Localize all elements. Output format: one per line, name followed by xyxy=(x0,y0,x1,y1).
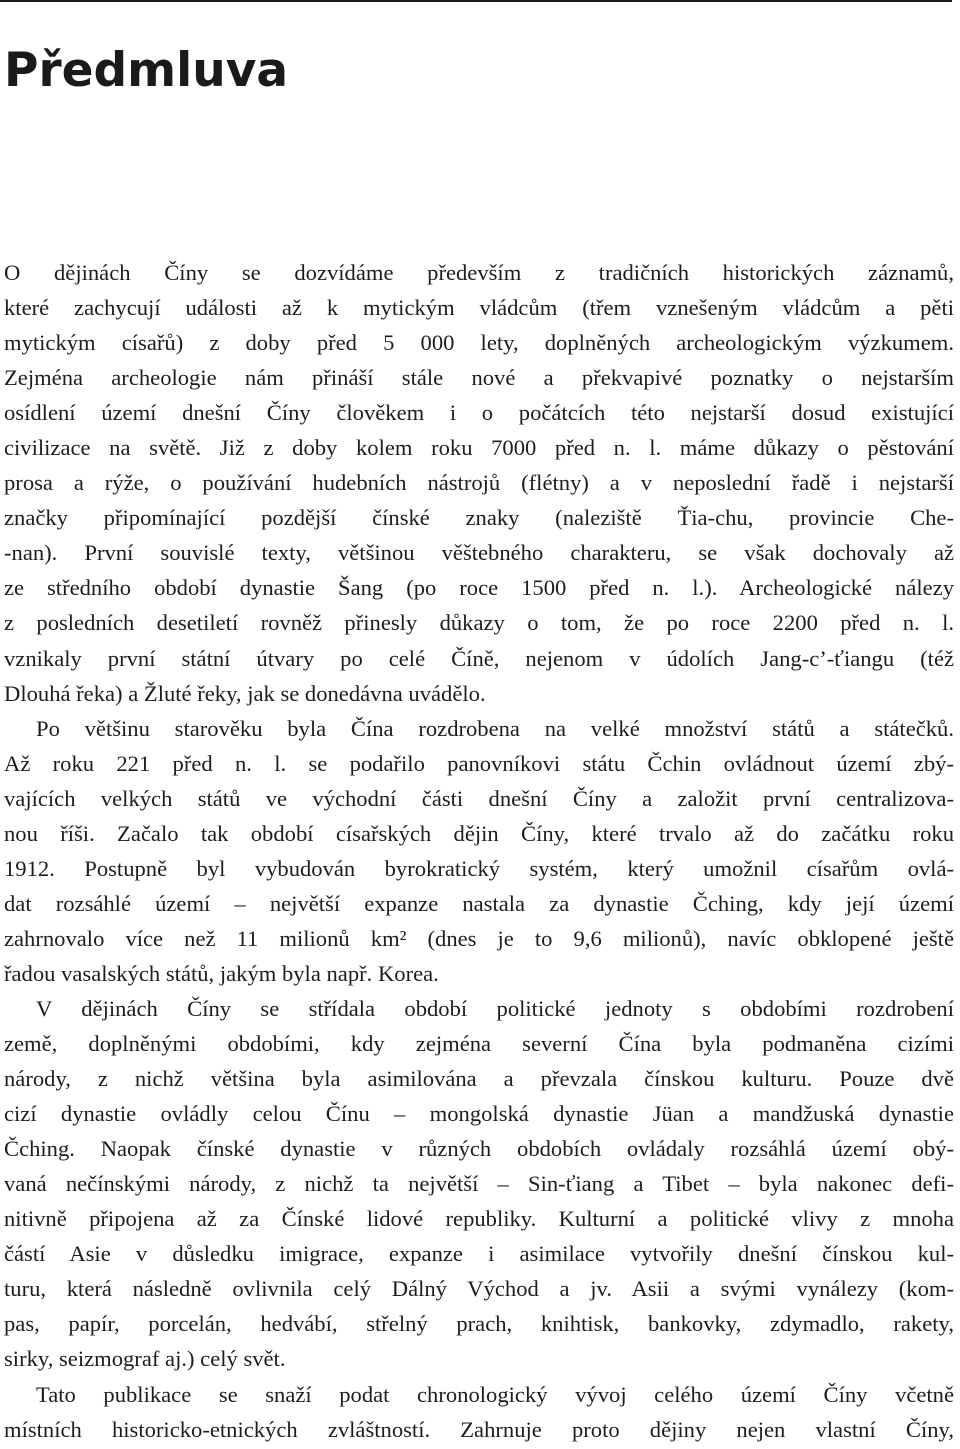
text-line: nou říši. Začalo tak období císařských dějin Číny, které trvalo až do začátku roku xyxy=(4,820,954,846)
text-line: cizí dynastie ovládly celou Čínu – mongolská dynastie Jüan a mandžuská dynastie xyxy=(4,1101,954,1127)
text-line: Tato publikace se snaží podat chronologický vývoj celého území Číny včetně xyxy=(36,1381,954,1407)
text-line: zahrnovalo více než 11 milionů km² (dnes je to 9,6 milionů), navíc obklopené ještě xyxy=(4,925,954,951)
text-line: civilizace na světě. Již z doby kolem roku 7000 před n. l. máme důkazy o pěstování xyxy=(4,435,954,461)
text-line: 1912. Postupně byl vybudován byrokratický systém, který umožnil císařům ovlá- xyxy=(4,855,954,881)
text-line: O dějinách Číny se dozvídáme především z tradičních historických záznamů, xyxy=(4,260,954,285)
text-line: -nan). První souvislé texty, většinou věštebného charakteru, se však dochovaly až xyxy=(4,540,954,566)
chapter-title: Předmluva xyxy=(4,43,289,98)
body-text xyxy=(4,255,954,1447)
text-line: dat rozsáhlé území – největší expanze nastala za dynastie Čching, kdy její území xyxy=(4,890,954,916)
paragraph xyxy=(4,991,954,1377)
text-line: z posledních desetiletí rovněž přinesly důkazy o tom, že po roce 2200 před n. l. xyxy=(4,610,954,636)
text-line: Čching. Naopak čínské dynastie v různých obdobích ovládaly rozsáhlá území obý- xyxy=(4,1136,954,1162)
text-line: ze středního období dynastie Šang (po roce 1500 před n. l.). Archeologické nálezy xyxy=(4,575,954,601)
text-line: vznikaly první státní útvary po celé Číně, nejenom v údolích Jang-c’-ťiangu (též xyxy=(4,645,954,671)
paragraph xyxy=(4,1377,954,1447)
text-line: Až roku 221 před n. l. se podařilo panovníkovi státu Čchin ovládnout území zbý- xyxy=(4,750,954,776)
text-line: prosa a rýže, o používání hudebních nástrojů (flétny) a v neposlední řadě i nejstarší xyxy=(4,470,954,496)
text-line: sirky, seizmograf aj.) celý svět. xyxy=(4,1346,286,1372)
text-line: částí Asie v důsledku imigrace, expanze i asimilace vytvořily dnešní čínskou kul- xyxy=(4,1241,954,1267)
top-rule xyxy=(0,0,952,2)
text-line: pas, papír, porcelán, hedvábí, střelný prach, knihtisk, bankovky, zdymadlo, rakety, xyxy=(4,1311,954,1337)
paragraph xyxy=(4,255,954,711)
text-line: vajících velkých států ve východní části dnešní Číny a založit první centralizova- xyxy=(4,785,954,811)
text-line: Zejména archeologie nám přináší stále nové a překvapivé poznatky o nejstarším xyxy=(4,365,954,391)
text-line: značky připomínající pozdější čínské znaky (naleziště Ťia-chu, provincie Che- xyxy=(4,505,954,531)
text-line: osídlení území dnešní Číny člověkem i o počátcích této nejstarší dosud existující xyxy=(4,400,954,426)
paragraph xyxy=(4,711,954,991)
text-line: vaná nečínskými národy, z nichž ta největší – Sin-ťiang a Tibet – byla nakonec defi- xyxy=(4,1171,954,1197)
text-line: národy, z nichž většina byla asimilována a převzala čínskou kulturu. Pouze dvě xyxy=(4,1066,954,1092)
text-line: Po většinu starověku byla Čína rozdrobena na velké množství států a státečků. xyxy=(36,715,954,741)
text-line: mytickým císařů) z doby před 5 000 lety, doplněných archeologickým výzkumem. xyxy=(4,330,954,356)
text-line: místních historicko-etnických zvláštností. Zahrnuje proto dějiny nejen vlastní Číny, xyxy=(4,1416,954,1442)
text-line: země, doplněnými obdobími, kdy zejména severní Čína byla podmaněna cizími xyxy=(4,1031,954,1057)
text-line: V dějinách Číny se střídala období politické jednoty s obdobími rozdrobení xyxy=(36,995,954,1021)
text-line: které zachycují události až k mytickým vládcům (třem vznešeným vládcům a pěti xyxy=(4,295,954,321)
text-line: nitivně připojena až za Čínské lidové republiky. Kulturní a politické vlivy z mnoha xyxy=(4,1206,954,1232)
text-line: řadou vasalských států, jakým byla např. Korea. xyxy=(4,960,439,986)
text-line: Dlouhá řeka) a Žluté řeky, jak se donedávna uvádělo. xyxy=(4,680,486,706)
text-line: turu, která následně ovlivnila celý Dálný Východ a jv. Asii a svými vynálezy (kom- xyxy=(4,1276,954,1302)
